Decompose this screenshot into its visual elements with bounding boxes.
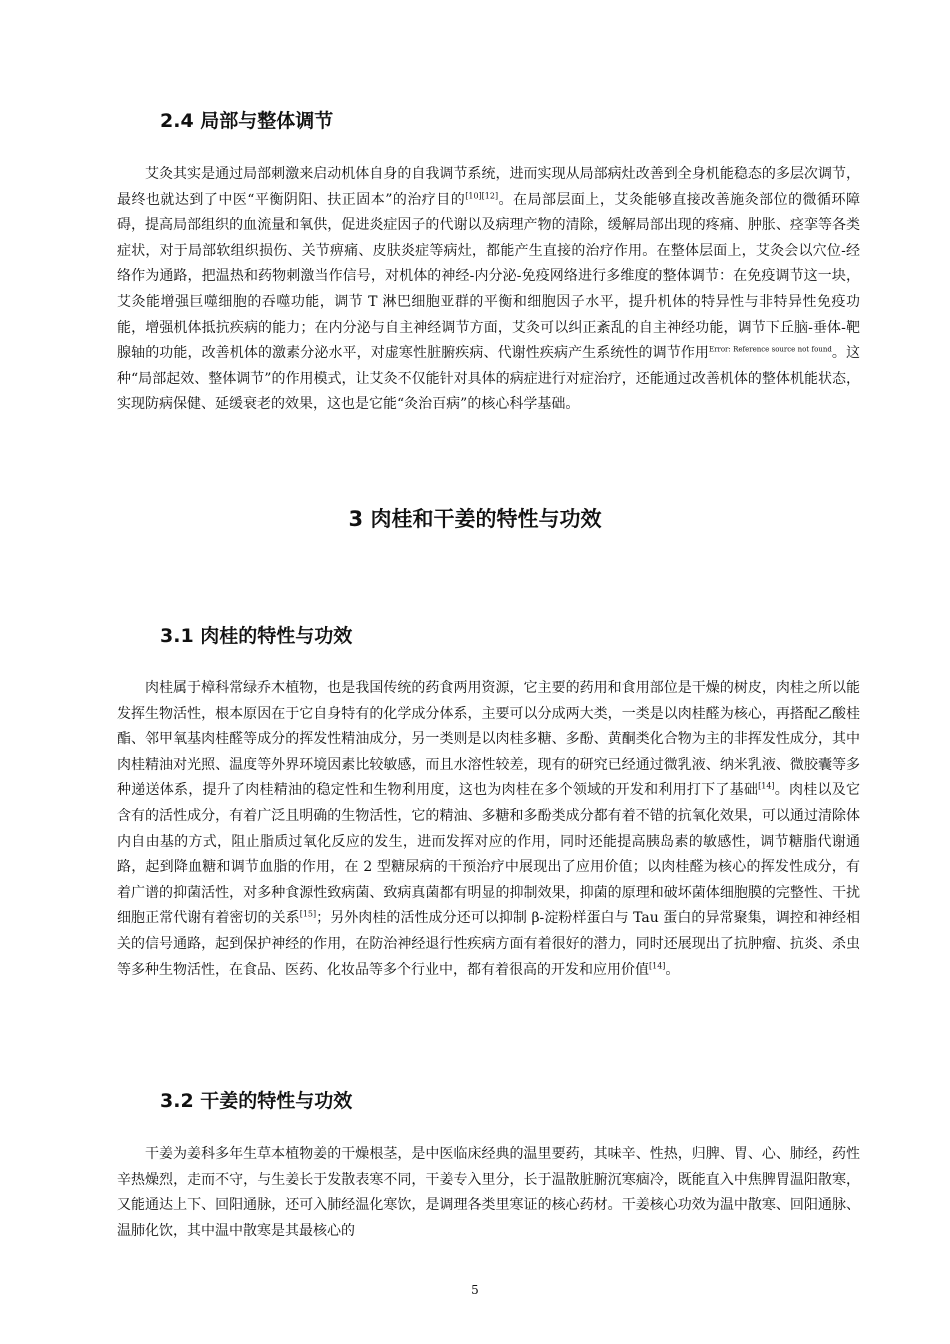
paragraph-3-1 — [117, 676, 860, 983]
text-span: 。在局部层面上，艾灸能够直接改善施灸部位的微循环障碍，提高局部组织的血流量和氧供，促进炎症因子的代谢以及病理产物的清除，缓解局部出现的疼痛、肿胀、痉挛等各类症状，对于局部软组织损伤、关节痹痛、皮肤炎症等病灶，都能产生直接的治疗作用。在整体层面上，艾灸会以穴位-经络作为通路，把温热和药物刺激当作信号，对机体的神经-内分泌-免疫网络进行多维度的整体调节：在免疫调节这一块，艾灸能增强巨噬细胞的吞噬功能，调节 T 淋巴细胞亚群的平衡和细胞因子水平，提升机体的特异性与非特异性免疫功能，增强机体抵抗疾病的能力；在内分泌与自主神经调节方面，艾灸可以纠正紊乱的自主神经功能，调节下丘脑-垂体-靶腺轴的功能，改善机体的激素分泌水平，对虚寒性脏腑疾病、代谢性疾病产生系统性的调节作用 — [117, 191, 860, 362]
paragraph-3-2: 干姜为姜科多年生草本植物姜的干燥根茎，是中医临床经典的温里要药，其味辛、性热，归脾、胃、心、肺经，药性辛热燥烈，走而不守，与生姜长于发散表寒不同，干姜专入里分，长于温散脏腑沉寒痼冷，既能直入中焦脾胃温阳散寒，又能通达上下、回阳通脉，还可入肺经温化寒饮，是调理各类里寒证的核心药材。干姜核心功效为温中散寒、回阳通脉、温肺化饮，其中温中散寒是其最核心的 — [117, 1146, 860, 1239]
text-span: 艾灸其实是通过局部刺激来启动机体自身的自我调节系统，进而实现从局部病灶改善到全身机能稳态的多层次调节，最终也就达到了中医“平衡阴阳、扶正固本”的治疗目的 — [117, 166, 860, 208]
page-number: 5 — [471, 1283, 479, 1297]
citation: [14] — [649, 960, 666, 970]
section-heading-2-4: 2.4 局部与整体调节 — [160, 110, 334, 132]
citation: [15] — [299, 909, 317, 919]
citation: [14] — [758, 781, 775, 791]
section-heading-3-2: 3.2 干姜的特性与功效 — [160, 1090, 353, 1112]
text-span: 。肉桂以及它含有的活性成分，有着广泛且明确的生物活性，它的精油、多糖和多酚类成分都有着不错的抗氧化效果，可以通过清除体内自由基的方式，阻止脂质过氧化反应的发生，进而发挥对应的作用，同时还能提高胰岛素的敏感性，调节糖脂代谢通路，起到降血糖和调节血脂的作用，在 2 型糖尿病的干预治疗中展现出了应用价值；以肉桂醛为核心的挥发性成分，有着广谱的抑菌活性，对多种食源性致病菌、致病真菌都有明显的抑制效果，抑菌的原理和破坏菌体细胞膜的完整性、干扰细胞正常代谢有着密切的关系 — [117, 782, 861, 927]
section-heading-3-1: 3.1 肉桂的特性与功效 — [160, 625, 353, 647]
paragraph-2-4 — [117, 162, 860, 418]
text-span: 。 — [665, 961, 680, 978]
text-span: ；另外肉桂的活性成分还可以抑制 β-淀粉样蛋白与 Tau 蛋白的异常聚集，调控和神经相关的信号通路，起到保护神经的作用，在防治神经退行性疾病方面有着很好的潜力，同时还展现出了抗肿瘤、抗炎、杀虫等多种生物活性，在食品、医药、化妆品等多个行业中，都有着很高的开发和应用价值 — [117, 910, 860, 978]
chapter-heading-3: 3 肉桂和干姜的特性与功效 — [348, 507, 602, 531]
citation: [10][12] — [465, 190, 499, 200]
text-span: 肉桂属于樟科常绿乔木植物，也是我国传统的药食两用资源，它主要的药用和食用部位是干燥的树皮，肉桂之所以能发挥生物活性，根本原因在于它自身特有的化学成分体系，主要可以分成两大类，一类是以肉桂醛为核心，再搭配乙酸桂酯、邻甲氧基肉桂醛等成分的挥发性精油成分，另一类则是以肉桂多糖、多酚、黄酮类化合物为主的非挥发性成分，其中肉桂精油对光照、温度等外界环境因素比较敏感，而且水溶性较差，现有的研究已经通过微乳液、纳米乳液、微胶囊等多种递送体系，提升了肉桂精油的稳定性和生物利用度，这也为肉桂在多个领域的开发和利用打下了基础 — [117, 680, 860, 799]
citation-error: Error: Reference source not found — [709, 345, 832, 354]
text-span: 。这种“局部起效、整体调节”的作用模式，让艾灸不仅能针对具体的病症进行对症治疗，还能通过改善机体的整体机能状态，实现防病保健、延缓衰老的效果，这也是它能“灸治百病”的核心科学基础。 — [117, 345, 861, 413]
